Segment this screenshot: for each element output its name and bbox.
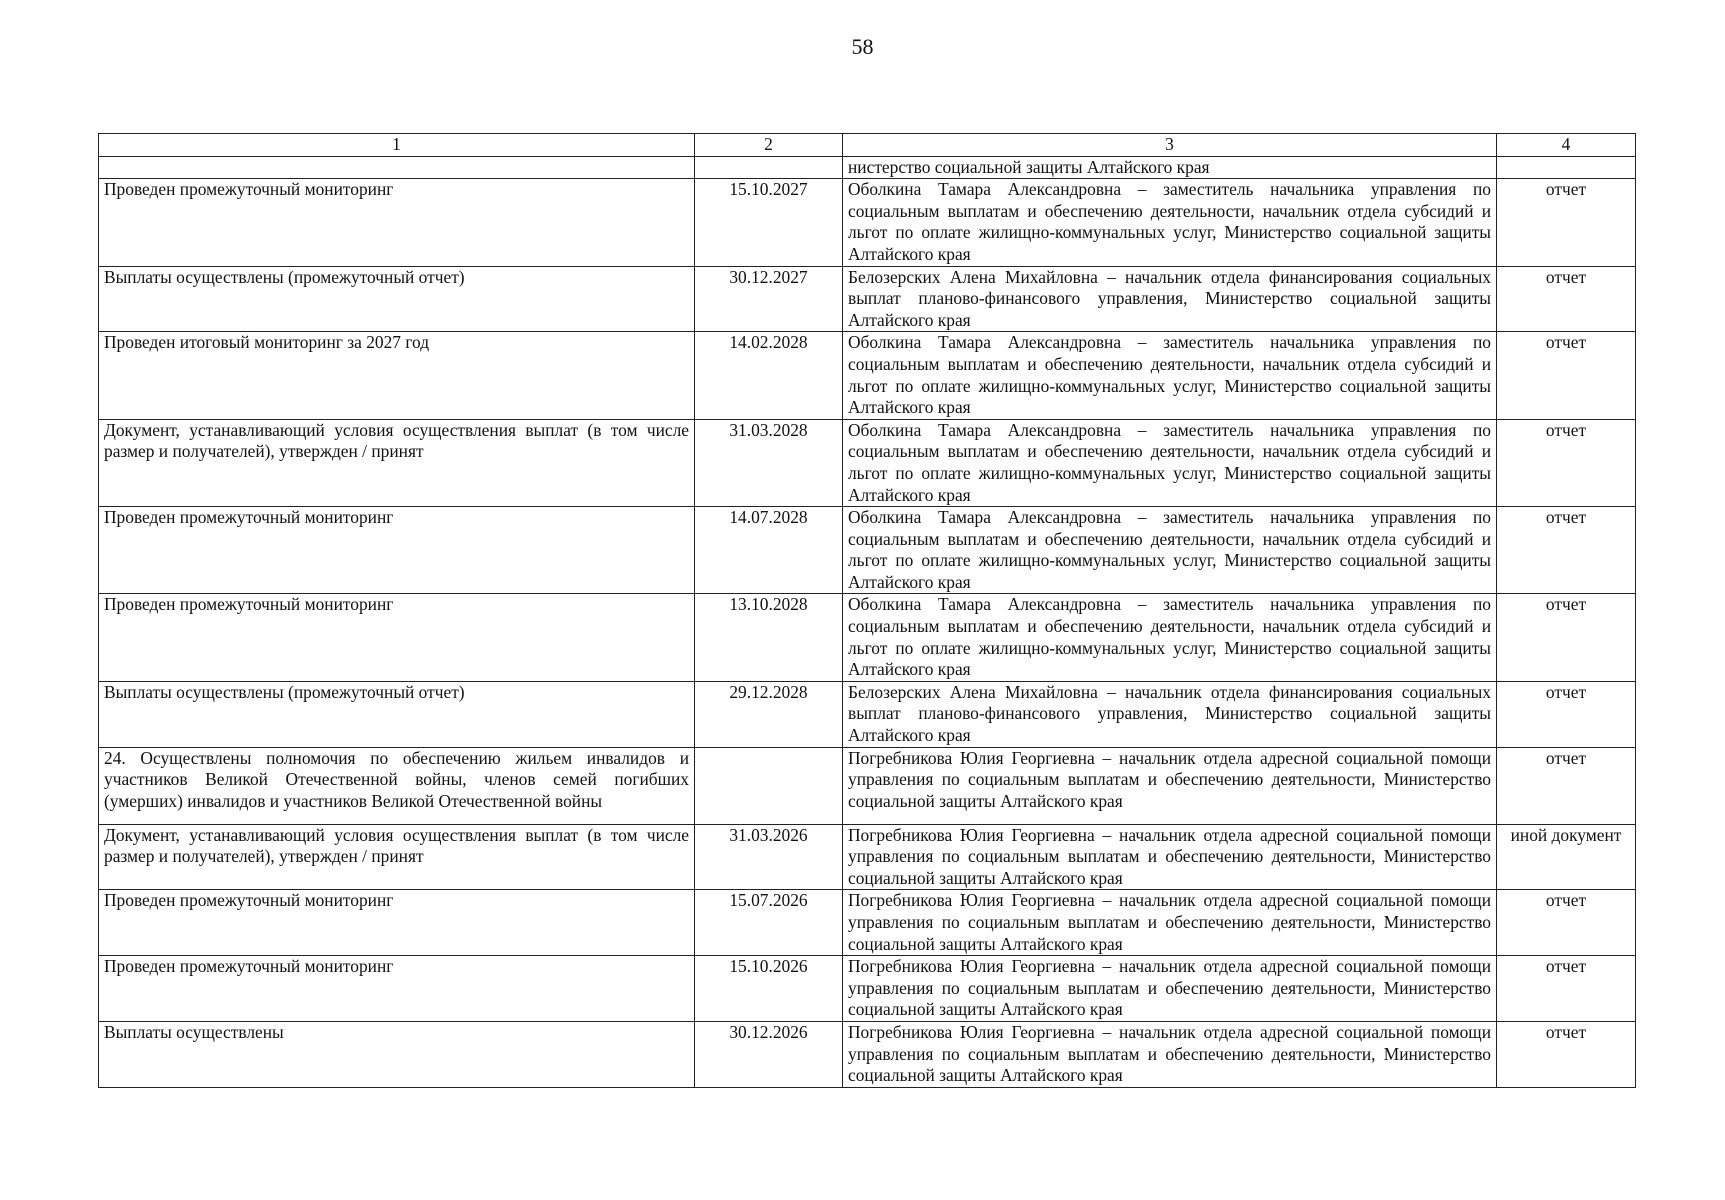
description-cell: Проведен промежуточный мониторинг bbox=[99, 890, 695, 956]
page-number: 58 bbox=[851, 34, 874, 59]
table-row bbox=[99, 179, 1636, 266]
table-row bbox=[99, 156, 1636, 179]
table-row bbox=[99, 747, 1636, 824]
document-type-cell bbox=[1497, 156, 1636, 179]
date-cell: 15.07.2026 bbox=[695, 890, 843, 956]
responsible-cell: Погребникова Юлия Георгиевна – начальник отдела адресной социальной помощи управления по социальным выплатам и обеспечению деятельности, Министерство социальной защиты Алтайского края bbox=[843, 890, 1497, 956]
date-cell bbox=[695, 156, 843, 179]
description-cell: Проведен итоговый мониторинг за 2027 год bbox=[99, 332, 695, 419]
document-type-cell: отчет bbox=[1497, 681, 1636, 747]
date-cell: 29.12.2028 bbox=[695, 681, 843, 747]
date-cell: 31.03.2026 bbox=[695, 824, 843, 890]
responsible-cell: Оболкина Тамара Александровна – заместитель начальника управления по социальным выплатам и обеспечению деятельности, начальник отдела субсидий и льгот по оплате жилищно-коммунальных услуг, Министерство социальной защиты Алтайского края bbox=[843, 419, 1497, 506]
date-cell: 15.10.2027 bbox=[695, 179, 843, 266]
responsible-cell: Оболкина Тамара Александровна – заместитель начальника управления по социальным выплатам и обеспечению деятельности, начальник отдела субсидий и льгот по оплате жилищно-коммунальных услуг, Министерство социальной защиты Алтайского края bbox=[843, 332, 1497, 419]
description-cell: Выплаты осуществлены (промежуточный отчет) bbox=[99, 266, 695, 332]
responsible-cell: Погребникова Юлия Георгиевна – начальник отдела адресной социальной помощи управления по социальным выплатам и обеспечению деятельности, Министерство социальной защиты Алтайского края bbox=[843, 956, 1497, 1022]
document-type-cell: отчет bbox=[1497, 266, 1636, 332]
table-row bbox=[99, 507, 1636, 594]
table-row bbox=[99, 681, 1636, 747]
responsible-cell: Оболкина Тамара Александровна – заместитель начальника управления по социальным выплатам и обеспечению деятельности, начальник отдела субсидий и льгот по оплате жилищно-коммунальных услуг, Министерство социальной защиты Алтайского края bbox=[843, 507, 1497, 594]
description-cell: Проведен промежуточный мониторинг bbox=[99, 507, 695, 594]
description-cell bbox=[99, 156, 695, 179]
responsible-cell: Оболкина Тамара Александровна – заместитель начальника управления по социальным выплатам и обеспечению деятельности, начальник отдела субсидий и льгот по оплате жилищно-коммунальных услуг, Министерство социальной защиты Алтайского края bbox=[843, 179, 1497, 266]
document-type-cell: отчет bbox=[1497, 1021, 1636, 1087]
description-cell: Проведен промежуточный мониторинг bbox=[99, 179, 695, 266]
document-type-cell: иной документ bbox=[1497, 824, 1636, 890]
responsible-cell: Погребникова Юлия Георгиевна – начальник отдела адресной социальной помощи управления по социальным выплатам и обеспечению деятельности, Министерство социальной защиты Алтайского края bbox=[843, 824, 1497, 890]
table-row bbox=[99, 594, 1636, 681]
description-cell: Документ, устанавливающий условия осуществления выплат (в том числе размер и получателей), утвержден / принят bbox=[99, 824, 695, 890]
responsible-cell: Белозерских Алена Михайловна – начальник отдела финансирования социальных выплат планово-финансового управления, Министерство социальной защиты Алтайского края bbox=[843, 266, 1497, 332]
table-body bbox=[99, 156, 1636, 1087]
table-row bbox=[99, 824, 1636, 890]
date-cell: 30.12.2027 bbox=[695, 266, 843, 332]
document-type-cell: отчет bbox=[1497, 507, 1636, 594]
document-type-cell: отчет bbox=[1497, 747, 1636, 824]
description-cell: Проведен промежуточный мониторинг bbox=[99, 594, 695, 681]
date-cell: 15.10.2026 bbox=[695, 956, 843, 1022]
description-cell: Документ, устанавливающий условия осуществления выплат (в том числе размер и получателей), утвержден / принят bbox=[99, 419, 695, 506]
responsible-cell: Погребникова Юлия Георгиевна – начальник отдела адресной социальной помощи управления по социальным выплатам и обеспечению деятельности, Министерство социальной защиты Алтайского края bbox=[843, 747, 1497, 824]
document-type-cell: отчет bbox=[1497, 332, 1636, 419]
document-type-cell: отчет bbox=[1497, 179, 1636, 266]
responsible-cell: Погребникова Юлия Георгиевна – начальник отдела адресной социальной помощи управления по социальным выплатам и обеспечению деятельности, Министерство социальной защиты Алтайского края bbox=[843, 1021, 1497, 1087]
description-cell: 24. Осуществлены полномочия по обеспечению жильем инвалидов и участников Великой Отечественной войны, членов семей погибших (умерших) инвалидов и участников Великой Отечественной войны bbox=[99, 747, 695, 824]
date-cell: 14.02.2028 bbox=[695, 332, 843, 419]
document-type-cell: отчет bbox=[1497, 419, 1636, 506]
table-row bbox=[99, 1021, 1636, 1087]
description-cell: Выплаты осуществлены bbox=[99, 1021, 695, 1087]
table-row bbox=[99, 332, 1636, 419]
responsible-cell: нистерство социальной защиты Алтайского края bbox=[843, 156, 1497, 179]
date-cell: 31.03.2028 bbox=[695, 419, 843, 506]
date-cell: 14.07.2028 bbox=[695, 507, 843, 594]
table-header bbox=[99, 134, 1636, 157]
table-row bbox=[99, 266, 1636, 332]
date-cell: 30.12.2026 bbox=[695, 1021, 843, 1087]
document-type-cell: отчет bbox=[1497, 594, 1636, 681]
document-type-cell: отчет bbox=[1497, 890, 1636, 956]
column-header-1: 1 bbox=[99, 134, 695, 157]
column-header-2: 2 bbox=[695, 134, 843, 157]
column-header-3: 3 bbox=[843, 134, 1497, 157]
table-row bbox=[99, 419, 1636, 506]
header-row bbox=[99, 134, 1636, 157]
date-cell: 13.10.2028 bbox=[695, 594, 843, 681]
date-cell bbox=[695, 747, 843, 824]
document-type-cell: отчет bbox=[1497, 956, 1636, 1022]
table-row bbox=[99, 956, 1636, 1022]
description-cell: Выплаты осуществлены (промежуточный отчет) bbox=[99, 681, 695, 747]
responsible-cell: Белозерских Алена Михайловна – начальник отдела финансирования социальных выплат планово-финансового управления, Министерство социальной защиты Алтайского края bbox=[843, 681, 1497, 747]
responsible-cell: Оболкина Тамара Александровна – заместитель начальника управления по социальным выплатам и обеспечению деятельности, начальник отдела субсидий и льгот по оплате жилищно-коммунальных услуг, Министерство социальной защиты Алтайского края bbox=[843, 594, 1497, 681]
description-cell: Проведен промежуточный мониторинг bbox=[99, 956, 695, 1022]
document-table bbox=[98, 133, 1636, 1088]
column-header-4: 4 bbox=[1497, 134, 1636, 157]
table-row bbox=[99, 890, 1636, 956]
